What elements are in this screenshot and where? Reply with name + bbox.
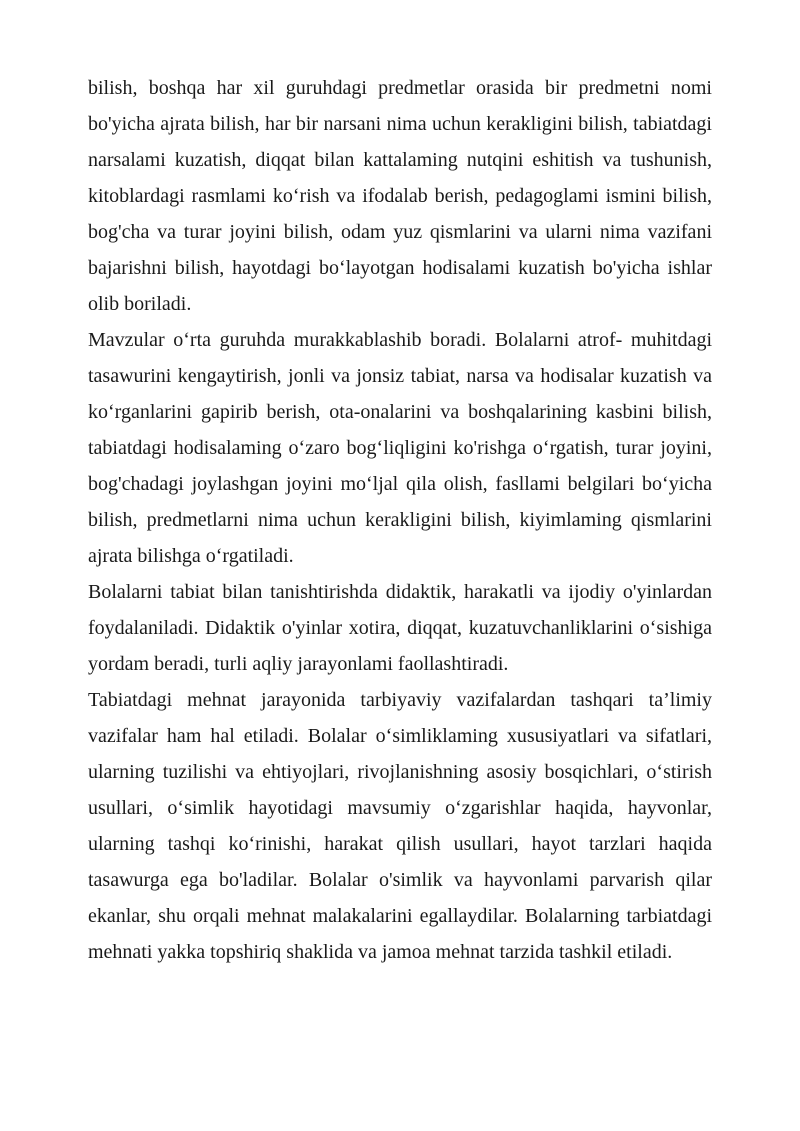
paragraph-2: Mavzular o‘rta guruhda murakkablashib boradi. Bolalarni atrof- muhitdagi tasawurini kengaytirish, jonli va jonsiz tabiat, narsa va hodisalar kuzatish va ko‘rganlarini gapirib berish, ota-onalarini va boshqalarining kasbini bilish, tabiatdagi hodisalaming o‘zaro bog‘liqligini ko'rishga o‘rgatish, turar joyini, bog'chadagi joylashgan joyini mo‘ljal qila olish, fasllami belgilari bo‘yicha bilish, predmetlarni nima uchun kerakligini bilish, kiyimlaming qismlarini ajrata bilishga o‘rgatiladi.: [88, 329, 712, 567]
paragraph-3: Bolalarni tabiat bilan tanishtirishda didaktik, harakatli va ijodiy o'yinlardan foydalaniladi. Didaktik o'yinlar xotira, diqqat, kuzatuvchanliklarini o‘sishiga yordam beradi, turli aqliy jarayonlami faollashtiradi.: [88, 581, 712, 675]
document-page: [88, 70, 712, 970]
paragraph-1: bilish, boshqa har xil guruhdagi predmetlar orasida bir predmetni nomi bo'yicha ajrata bilish, har bir narsani nima uchun kerakligini bilish, tabiatdagi narsalami kuzatish, diqqat bilan kattalaming nutqini eshitish va tushunish, kitoblardagi rasmlami ko‘rish va ifodalab berish, pedagoglami ismini bilish, bog'cha va turar joyini bilish, odam yuz qismlarini va ularni nima vazifani bajarishni bilish, hayotdagi bo‘layotgan hodisalami kuzatish bo'yicha ishlar olib boriladi.: [88, 77, 712, 315]
paragraph-4: Tabiatdagi mehnat jarayonida tarbiyaviy vazifalardan tashqari ta’limiy vazifalar ham hal etiladi. Bolalar o‘simliklaming xususiyatlari va sifatlari, ularning tuzilishi va ehtiyojlari, rivojlanishning asosiy bosqichlari, o‘stirish usullari, o‘simlik hayotidagi mavsumiy o‘zgarishlar haqida, hayvonlar, ularning tashqi ko‘rinishi, harakat qilish usullari, hayot tarzlari haqida tasawurga ega bo'ladilar. Bolalar o'simlik va hayvonlami parvarish qilar ekanlar, shu orqali mehnat malakalarini egallaydilar. Bolalarning tarbiatdagi mehnati yakka topshiriq shaklida va jamoa mehnat tarzida tashkil etiladi.: [88, 689, 712, 963]
